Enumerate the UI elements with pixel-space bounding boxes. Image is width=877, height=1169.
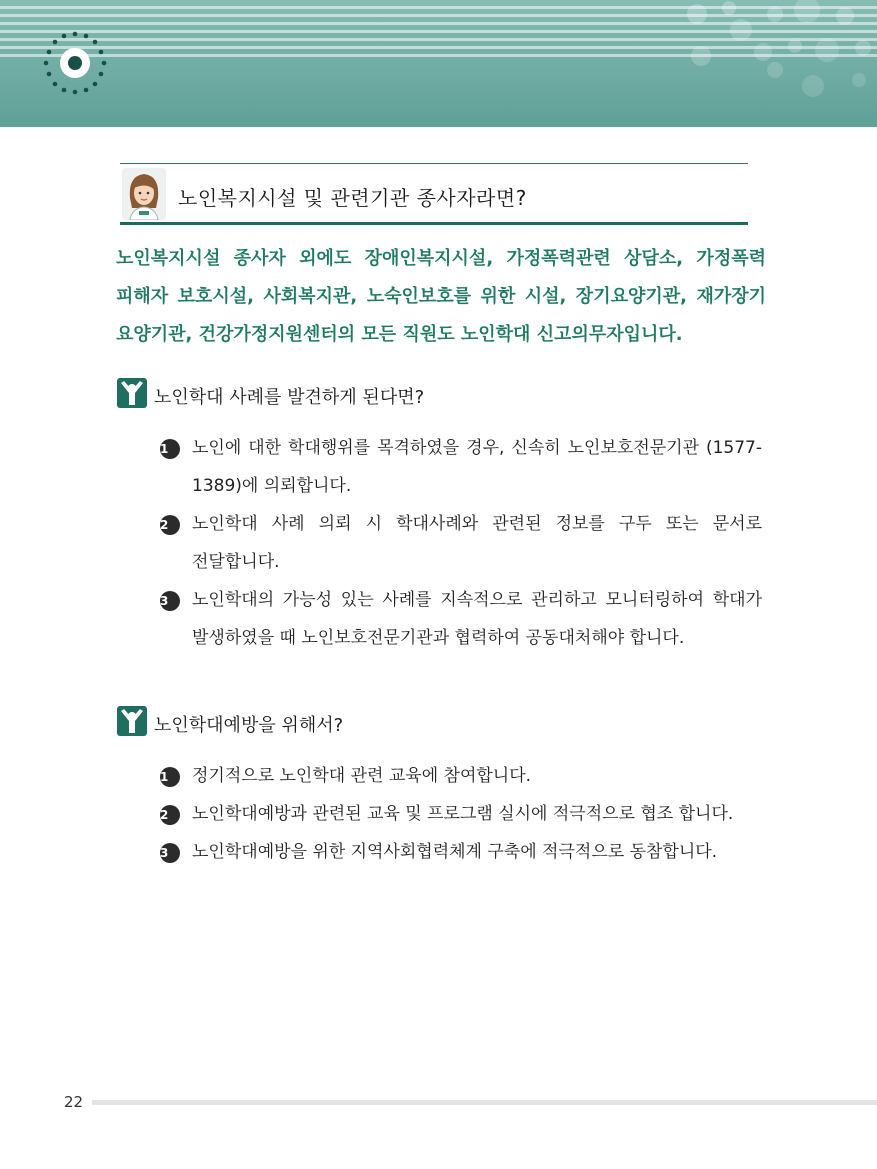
section-heading-text: 노인학대 사례를 발견하게 된다면? [154,387,425,408]
header-banner [0,0,877,127]
list-item [160,505,762,581]
number-badge: 3 [160,591,180,611]
list-item-text: 노인에 대한 학대행위를 목격하였을 경우, 신속히 노인보호전문기관 (1577-1389)에 의뢰합니다. [192,438,762,496]
number-badge: 2 [160,515,180,535]
list-item-text: 노인학대예방과 관련된 교육 및 프로그램 실시에 적극적으로 협조 합니다. [192,804,734,824]
list-item [160,581,762,657]
list-item [160,795,762,833]
list-item-text: 정기적으로 노인학대 관련 교육에 참여합니다. [192,766,532,786]
dotted-ring-icon [40,28,110,98]
section-heading-text: 노인학대예방을 위해서? [154,715,344,736]
list-item-text: 노인학대 사례 의뢰 시 학대사례와 관련된 정보를 구두 또는 문서로 전달합니다. [192,514,762,572]
list-item-text: 노인학대의 가능성 있는 사례를 지속적으로 관리하고 모니터링하여 학대가 발생하였을 때 노인보호전문기관과 협력하여 공동대처해야 합니다. [192,590,762,648]
person-avatar-icon [122,168,166,220]
banner-bubbles-decoration [677,0,877,127]
discovery-steps-list [160,429,762,657]
section-title: 노인복지시설 및 관련기관 종사자라면? [178,186,527,210]
prevention-steps-list [160,757,762,871]
number-badge: 1 [160,439,180,459]
person-raising-arms-icon [117,378,147,408]
footer-divider [92,1100,877,1105]
section-title-box [120,163,748,225]
list-item-text: 노인학대예방을 위한 지역사회협력체계 구축에 적극적으로 동참합니다. [192,842,718,862]
number-badge: 1 [160,767,180,787]
person-raising-arms-icon [117,706,147,736]
page-number: 22 [64,1093,84,1111]
list-item [160,757,762,795]
number-badge: 2 [160,805,180,825]
intro-paragraph: 노인복지시설 종사자 외에도 장애인복지시설, 가정폭력관련 상담소, 가정폭력 피해자 보호시설, 사회복지관, 노숙인보호를 위한 시설, 장기요양기관, 재가장기 요양기관, 건강가정지원센터의 모든 직원도 노인학대 신고의무자입니다. [116,248,766,345]
list-item [160,833,762,871]
list-item [160,429,762,505]
number-badge: 3 [160,843,180,863]
